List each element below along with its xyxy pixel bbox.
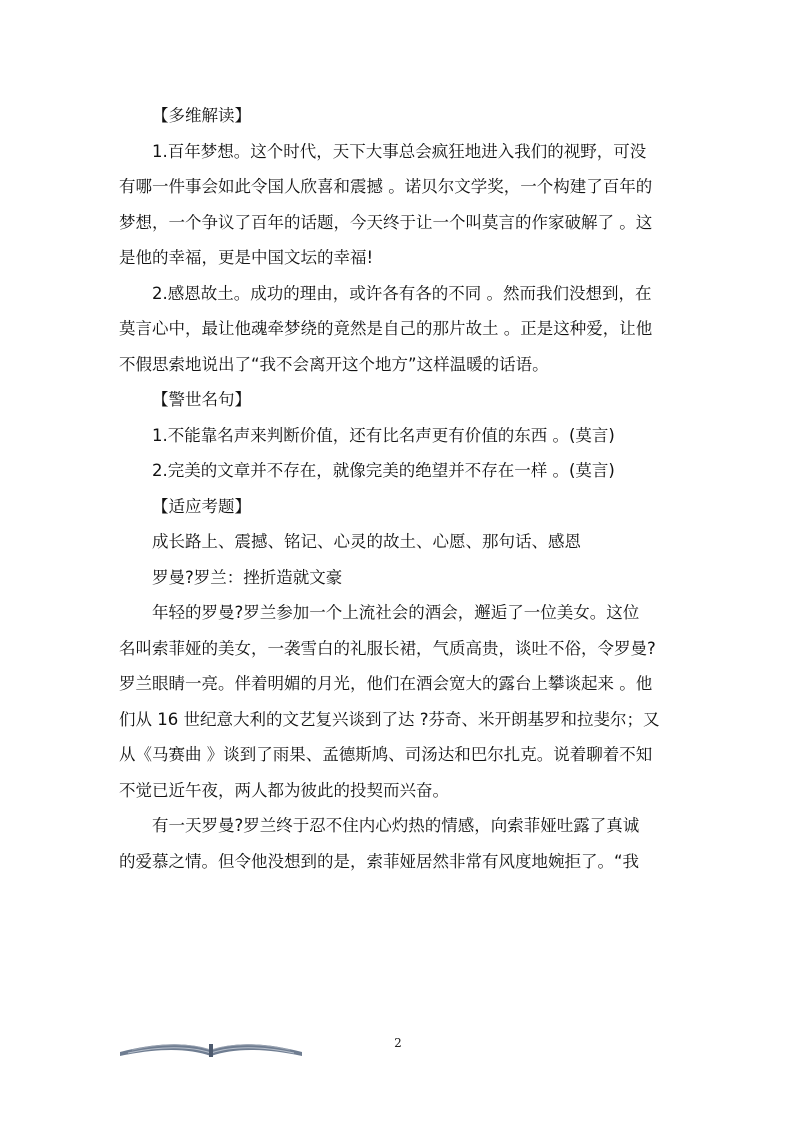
paragraph-line: 不觉已近午夜，两人都为彼此的投契而兴奋。 (119, 780, 449, 800)
paragraph-line: 名叫索菲娅的美女，一袭雪白的礼服长裙，气质高贵，谈吐不俗，令罗曼? (119, 638, 656, 658)
section-heading: 【适应考题】 (152, 496, 251, 516)
paragraph-line: 是他的幸福，更是中国文坛的幸福! (119, 248, 374, 267)
document-body (119, 98, 675, 879)
open-book-icon (118, 1034, 304, 1060)
paragraph-line: 们从 16 世纪意大利的文艺复兴谈到了达 ?芬奇、米开朗基罗和拉斐尔；又 (119, 709, 660, 729)
paragraph-line: 有哪一件事会如此令国人欣喜和震撼 。诺贝尔文学奖，一个构建了百年的 (119, 177, 653, 196)
paragraph-line: 从《马赛曲 》谈到了雨果、孟德斯鸠、司汤达和巴尔扎克。说着聊着不知 (119, 745, 653, 764)
paragraph-line: 年轻的罗曼?罗兰参加一个上流社会的酒会，邂逅了一位美女。这位 (152, 603, 640, 622)
quote-line: 2.完美的文章并不存在，就像完美的绝望并不存在一样 。(莫言) (152, 461, 615, 480)
story-title: 罗曼?罗兰：挫折造就文豪 (152, 567, 343, 587)
paragraph-line: 的爱慕之情。但令他没想到的是，索菲娅居然非常有风度地婉拒了。“我 (119, 851, 640, 871)
page-number: 2 (394, 1036, 402, 1050)
section-heading: 【多维解读】 (152, 106, 251, 125)
quote-line: 1.不能靠名声来判断价值，还有比名声更有价值的东西 。(莫言) (152, 425, 615, 445)
paragraph-line: 罗兰眼睛一亮。伴着明媚的月光，他们在酒会宽大的露台上攀谈起来 。他 (119, 674, 653, 693)
paragraph-line: 莫言心中，最让他魂牵梦绕的竟然是自己的那片故土 。正是这种爱，让他 (119, 319, 653, 338)
paragraph-line: 梦想，一个争议了百年的话题，今天终于让一个叫莫言的作家破解了 。这 (119, 212, 653, 232)
section-heading: 【警世名句】 (152, 390, 251, 409)
topic-list: 成长路上、震撼、铭记、心灵的故土、心愿、那句话、感恩 (152, 532, 581, 551)
paragraph-line: 不假思索地说出了“我不会离开这个地方”这样温暖的话语。 (119, 354, 549, 374)
paragraph-line: 1.百年梦想。这个时代，天下大事总会疯狂地进入我们的视野，可没 (152, 141, 647, 161)
paragraph-line: 有一天罗曼?罗兰终于忍不住内心灼热的情感，向索菲娅吐露了真诚 (152, 816, 640, 835)
paragraph-line: 2.感恩故土。成功的理由，或许各有各的不同 。然而我们没想到，在 (152, 283, 652, 303)
